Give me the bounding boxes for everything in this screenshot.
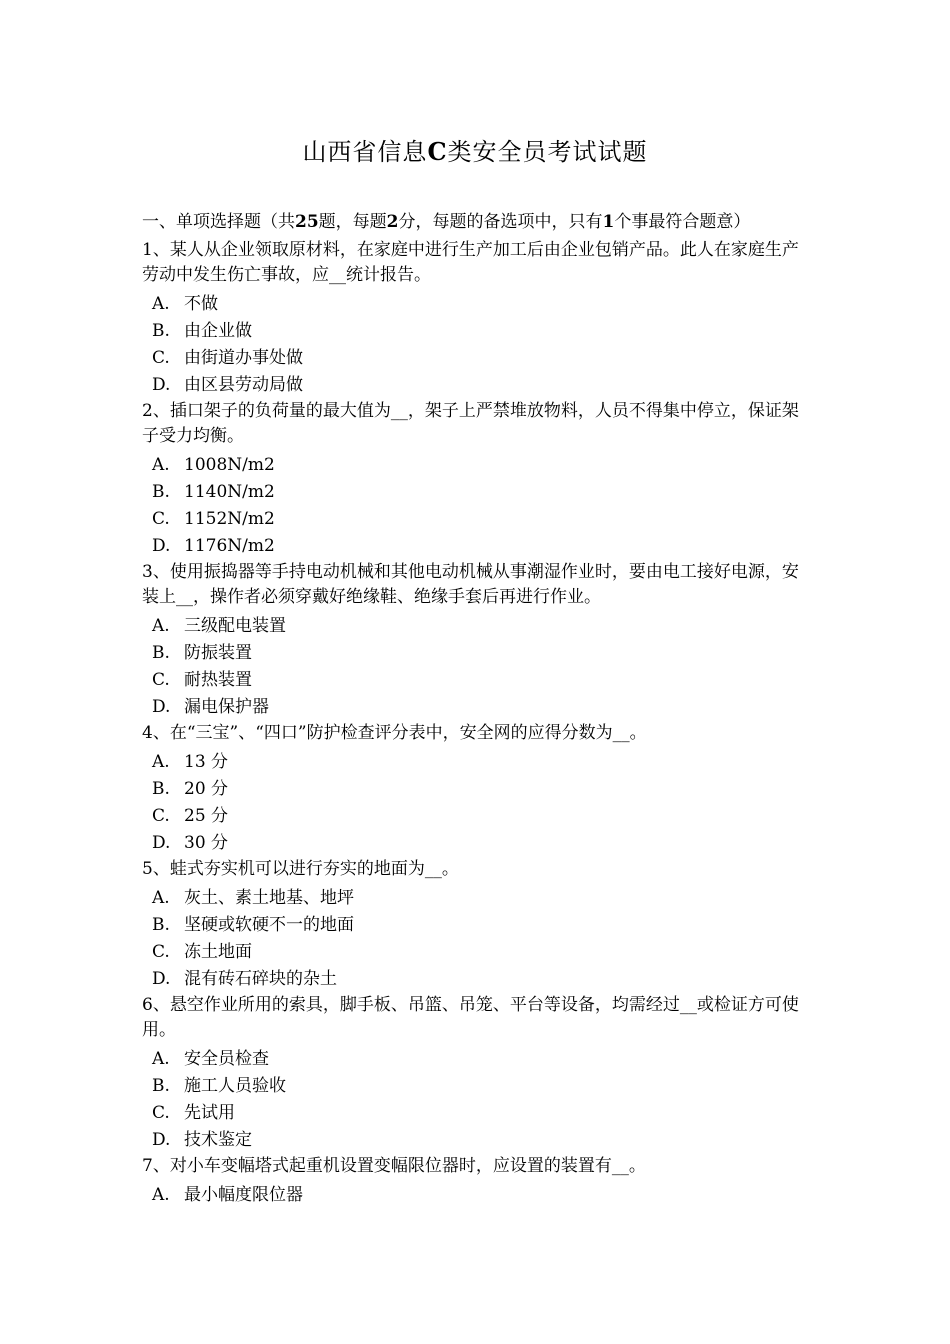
option-text: 最小幅度限位器	[184, 1185, 303, 1205]
option-item	[142, 533, 814, 560]
question-text: 2、插口架子的负荷量的最大值为__，架子上严禁堆放物料，人员不得集中停立，保证架子受力均衡。	[142, 401, 799, 446]
option-item	[142, 613, 814, 640]
option-letter: C.	[152, 509, 170, 529]
option-letter: A.	[152, 294, 170, 314]
title-prefix: 山西省信息	[302, 138, 428, 166]
option-letter: C.	[152, 942, 170, 962]
option-text: 20 分	[184, 779, 229, 799]
section-text-1: 一、单项选择题（共	[142, 212, 295, 232]
option-letter: A.	[152, 888, 170, 908]
option-text: 技术鉴定	[184, 1130, 252, 1150]
section-text-3: 分，每题的备选项中，只有	[398, 212, 603, 232]
option-letter: D.	[152, 1130, 171, 1150]
section-one: 1	[602, 212, 615, 232]
option-text: 防振装置	[184, 643, 252, 663]
option-item	[142, 479, 814, 506]
option-item	[142, 1182, 814, 1209]
option-text: 1140N/m2	[184, 482, 275, 502]
option-item	[142, 345, 814, 372]
section-count: 25	[295, 212, 319, 232]
option-text: 1008N/m2	[184, 455, 275, 475]
option-text: 混有砖石碎块的杂土	[184, 969, 337, 989]
option-item	[142, 318, 814, 345]
question-text: 7、对小车变幅塔式起重机设置变幅限位器时，应设置的装置有__。	[142, 1156, 646, 1176]
option-letter: D.	[152, 536, 171, 556]
option-text: 不做	[184, 294, 218, 314]
section-text-2: 题，每题	[318, 212, 387, 232]
question-text: 4、在“三宝”、“四口”防护检查评分表中，安全网的应得分数为__。	[142, 723, 647, 743]
option-letter: C.	[152, 806, 170, 826]
option-letter: A.	[152, 616, 170, 636]
option-item	[142, 1046, 814, 1073]
option-letter: B.	[152, 1076, 170, 1096]
page-title	[0, 136, 950, 168]
question-text: 6、悬空作业所用的索具，脚手板、吊篮、吊笼、平台等设备，均需经过__或检证方可使用。	[142, 995, 799, 1040]
option-letter: D.	[152, 969, 171, 989]
option-item	[142, 776, 814, 803]
document-body	[142, 210, 814, 1209]
option-letter: D.	[152, 697, 171, 717]
question-text: 1、某人从企业领取原材料，在家庭中进行生产加工后由企业包销产品。此人在家庭生产劳动中发生伤亡事故，应__统计报告。	[142, 240, 799, 285]
section-points: 2	[386, 212, 399, 232]
option-item	[142, 372, 814, 399]
question-text: 5、蛙式夯实机可以进行夯实的地面为__。	[142, 859, 459, 879]
option-text: 先试用	[184, 1103, 235, 1123]
option-item	[142, 1127, 814, 1154]
option-item	[142, 749, 814, 776]
section-text-4: 个事最符合题意）	[614, 212, 751, 232]
question-text: 3、使用振捣器等手持电动机械和其他电动机械从事潮湿作业时，要由电工接好电源，安装上__，操作者必须穿戴好绝缘鞋、绝缘手套后再进行作业。	[142, 562, 799, 607]
option-text: 由街道办事处做	[184, 348, 303, 368]
option-item	[142, 1073, 814, 1100]
section-heading	[142, 210, 814, 234]
option-item	[142, 939, 814, 966]
option-text: 1176N/m2	[184, 536, 275, 556]
option-item	[142, 640, 814, 667]
option-letter: B.	[152, 915, 170, 935]
option-letter: A.	[152, 1185, 170, 1205]
option-text: 1152N/m2	[184, 509, 275, 529]
option-letter: B.	[152, 643, 170, 663]
option-item	[142, 803, 814, 830]
option-text: 13 分	[184, 752, 229, 772]
option-letter: C.	[152, 1103, 170, 1123]
option-text: 施工人员验收	[184, 1076, 286, 1096]
option-text: 灰土、素土地基、地坪	[184, 888, 354, 908]
option-text: 坚硬或软硬不一的地面	[184, 915, 354, 935]
option-item	[142, 1100, 814, 1127]
option-letter: A.	[152, 752, 170, 772]
option-item	[142, 506, 814, 533]
option-item	[142, 885, 814, 912]
option-letter: B.	[152, 482, 170, 502]
option-letter: D.	[152, 375, 171, 395]
option-item	[142, 291, 814, 318]
option-letter: C.	[152, 348, 170, 368]
option-letter: A.	[152, 455, 170, 475]
option-letter: D.	[152, 833, 171, 853]
title-bold-letter: C	[427, 137, 448, 166]
option-text: 30 分	[184, 833, 229, 853]
option-text: 三级配电装置	[184, 616, 286, 636]
option-letter: B.	[152, 779, 170, 799]
option-letter: B.	[152, 321, 170, 341]
option-item	[142, 452, 814, 479]
option-text: 由区县劳动局做	[184, 375, 303, 395]
option-item	[142, 830, 814, 857]
title-suffix: 类安全员考试试题	[447, 138, 648, 166]
option-letter: C.	[152, 670, 170, 690]
option-item	[142, 667, 814, 694]
option-text: 安全员检查	[184, 1049, 269, 1069]
option-item	[142, 912, 814, 939]
option-text: 冻土地面	[184, 942, 252, 962]
option-item	[142, 694, 814, 721]
option-item	[142, 966, 814, 993]
option-text: 漏电保护器	[184, 697, 269, 717]
option-letter: A.	[152, 1049, 170, 1069]
option-text: 由企业做	[184, 321, 252, 341]
option-text: 耐热装置	[184, 670, 252, 690]
option-text: 25 分	[184, 806, 229, 826]
